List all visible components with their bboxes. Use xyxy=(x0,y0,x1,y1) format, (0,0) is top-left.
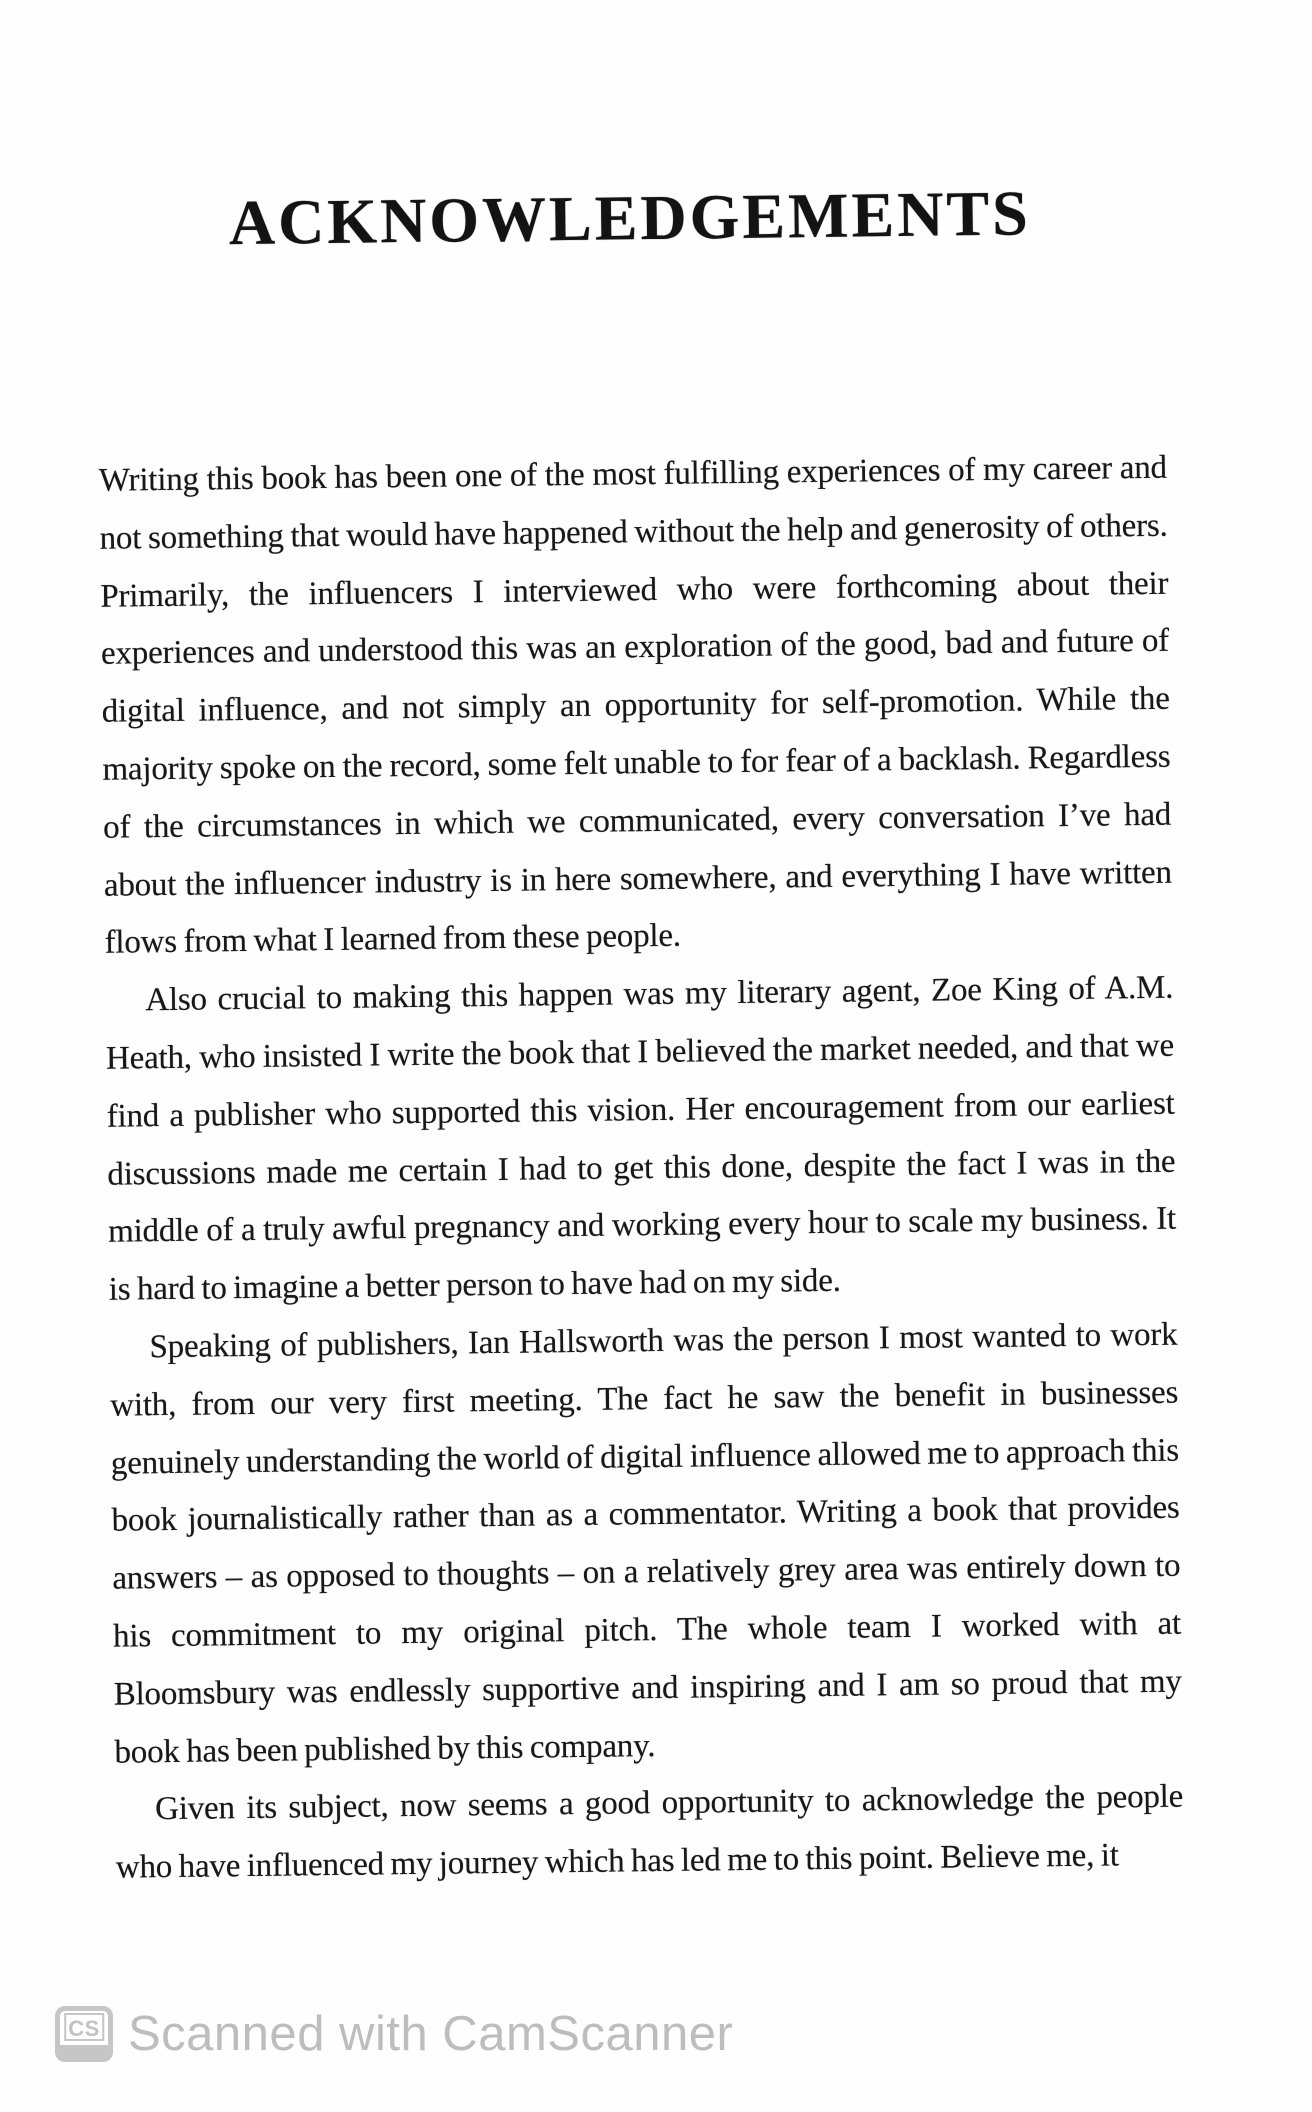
paragraph: Writing this book has been one of the most fulfilling experiences of my career and not something that would have happened without the help and generosity of others. Primarily, the influencers I interviewed who were forthcoming about their experiences and understood this was an exploration of the good, bad and future of digital influence, and not simply an opportunity for self-promotion. While the majority spoke on the record, some felt unable to for fear of a backlash. Regardless of the circumstances in which we communicated, every conversation I’ve had about the influencer industry is in here somewhere, and everything I have written flows from what I learned from these people. xyxy=(98,449,1173,962)
paragraph: Also crucial to making this happen was my literary agent, Zoe King of A.M. Heath, who insisted I write the book that I believed the market needed, and that we find a publisher who supported this vision. Her encouragement from our earliest discussions made me certain I had to get this done, despite the fact I was in the middle of a truly awful pregnancy and working every hour to scale my business. It is hard to imagine a better person to have had on my side. xyxy=(105,969,1177,1308)
watermark-text: Scanned with CamScanner xyxy=(128,2007,734,2061)
body-text xyxy=(99,440,1185,1898)
paragraph: Given its subject, now seems a good opportunity to acknowledge the people who have influenced my journey which has led me to this point. Believe me, it xyxy=(115,1778,1184,1886)
camscanner-logo-bar xyxy=(60,2045,108,2057)
camscanner-logo-icon xyxy=(55,2006,113,2062)
camscanner-logo-label: CS xyxy=(64,2013,104,2041)
paragraph: Speaking of publishers, Ian Hallsworth was the person I most wanted to work with, from our very first meeting. The fact he saw the benefit in businesses genuinely understanding the world of digital influence allowed me to approach this book journalistically rather than as a commentator. Writing a book that provides answers – as opposed to thoughts – on a relatively grey area was entirely down to his commitment to my original pitch. The whole team I worked with at Bloomsbury was endlessly supportive and inspiring and I am so proud that my book has been published by this company. xyxy=(110,1316,1182,1771)
camscanner-watermark xyxy=(55,2005,733,2063)
page-title: ACKNOWLEDGEMENTS xyxy=(228,177,1032,259)
